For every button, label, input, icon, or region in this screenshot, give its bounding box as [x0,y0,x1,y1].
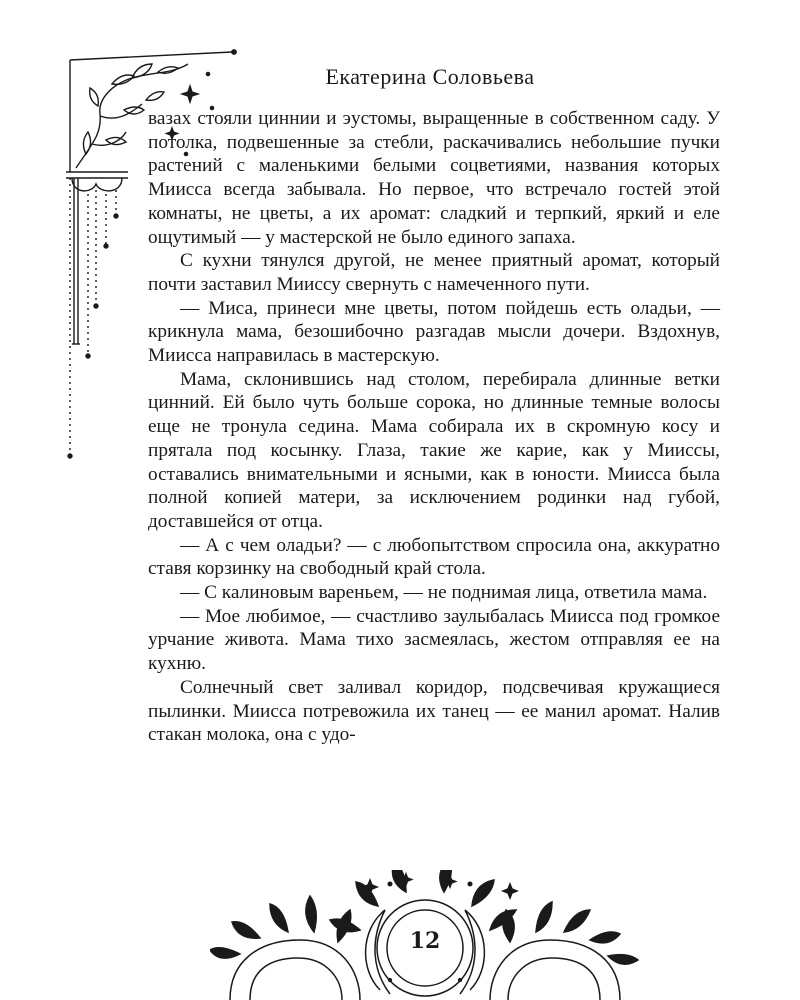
paragraph: С кухни тянулся другой, не менее приятный аромат, который почти заставил Мииссу свернуть с намеченного пути. [148,250,720,295]
paragraph: — Миса, принеси мне цветы, потом пойдешь есть оладьи, — крикнула мама, безошибочно разгадав мысли дочери. Вздохнув, Миисса направилась в мастерскую. [148,297,720,367]
body-text [148,107,720,747]
paragraph: — С калиновым вареньем, — не поднимая лица, ответила мама. [180,582,708,604]
running-header-author: Екатерина Соловьева [325,64,535,89]
left-sun-icon [210,896,360,1000]
paragraph: Мама, склонившись над столом, перебирала длинные ветки цинний. Ей было чуть больше сорока, но длинные темные волосы еще не тронула седина. Мама собирала их в скромную косу и прятала под косынку. Глаза, такие же карие, как у Мииссы, оставались внимательными и ясными, как в юности. Миисса была полной копией матери, за исключением родинки над губой, доставшейся от отца. [148,368,720,532]
paragraph: — А с чем оладьи? — с любопытством спросила она, аккуратно ставя корзинку на свободный край стола. [148,534,720,580]
page-number: 12 [409,928,441,954]
paragraph: — Мое любимое, — счастливо заулыбалась Миисса под громкое урчание живота. Мама тихо засмеялась, жестом отправляя ее на кухню. [148,605,720,675]
paragraph: Солнечный свет заливал коридор, подсвечивая кружащиеся пылинки. Миисса потревожила их танец — ее манил аромат. Налив стакан молока, она с удо- [148,676,720,746]
paragraph: вазах стояли циннии и эустомы, выращенные в собственном саду. У потолка, подвешенные за стебли, раскачивались небольшие пучки растений с маленькими белыми соцветиями, названия которых Миисса всегда забывала. Но первое, что встречало гостей этой комнаты, не цветы, а их аромат: сладкий и терпкий, яркий и еле ощутимый — у мастерской не было единого запаха. [148,108,720,248]
right-sun-icon [490,902,638,1000]
